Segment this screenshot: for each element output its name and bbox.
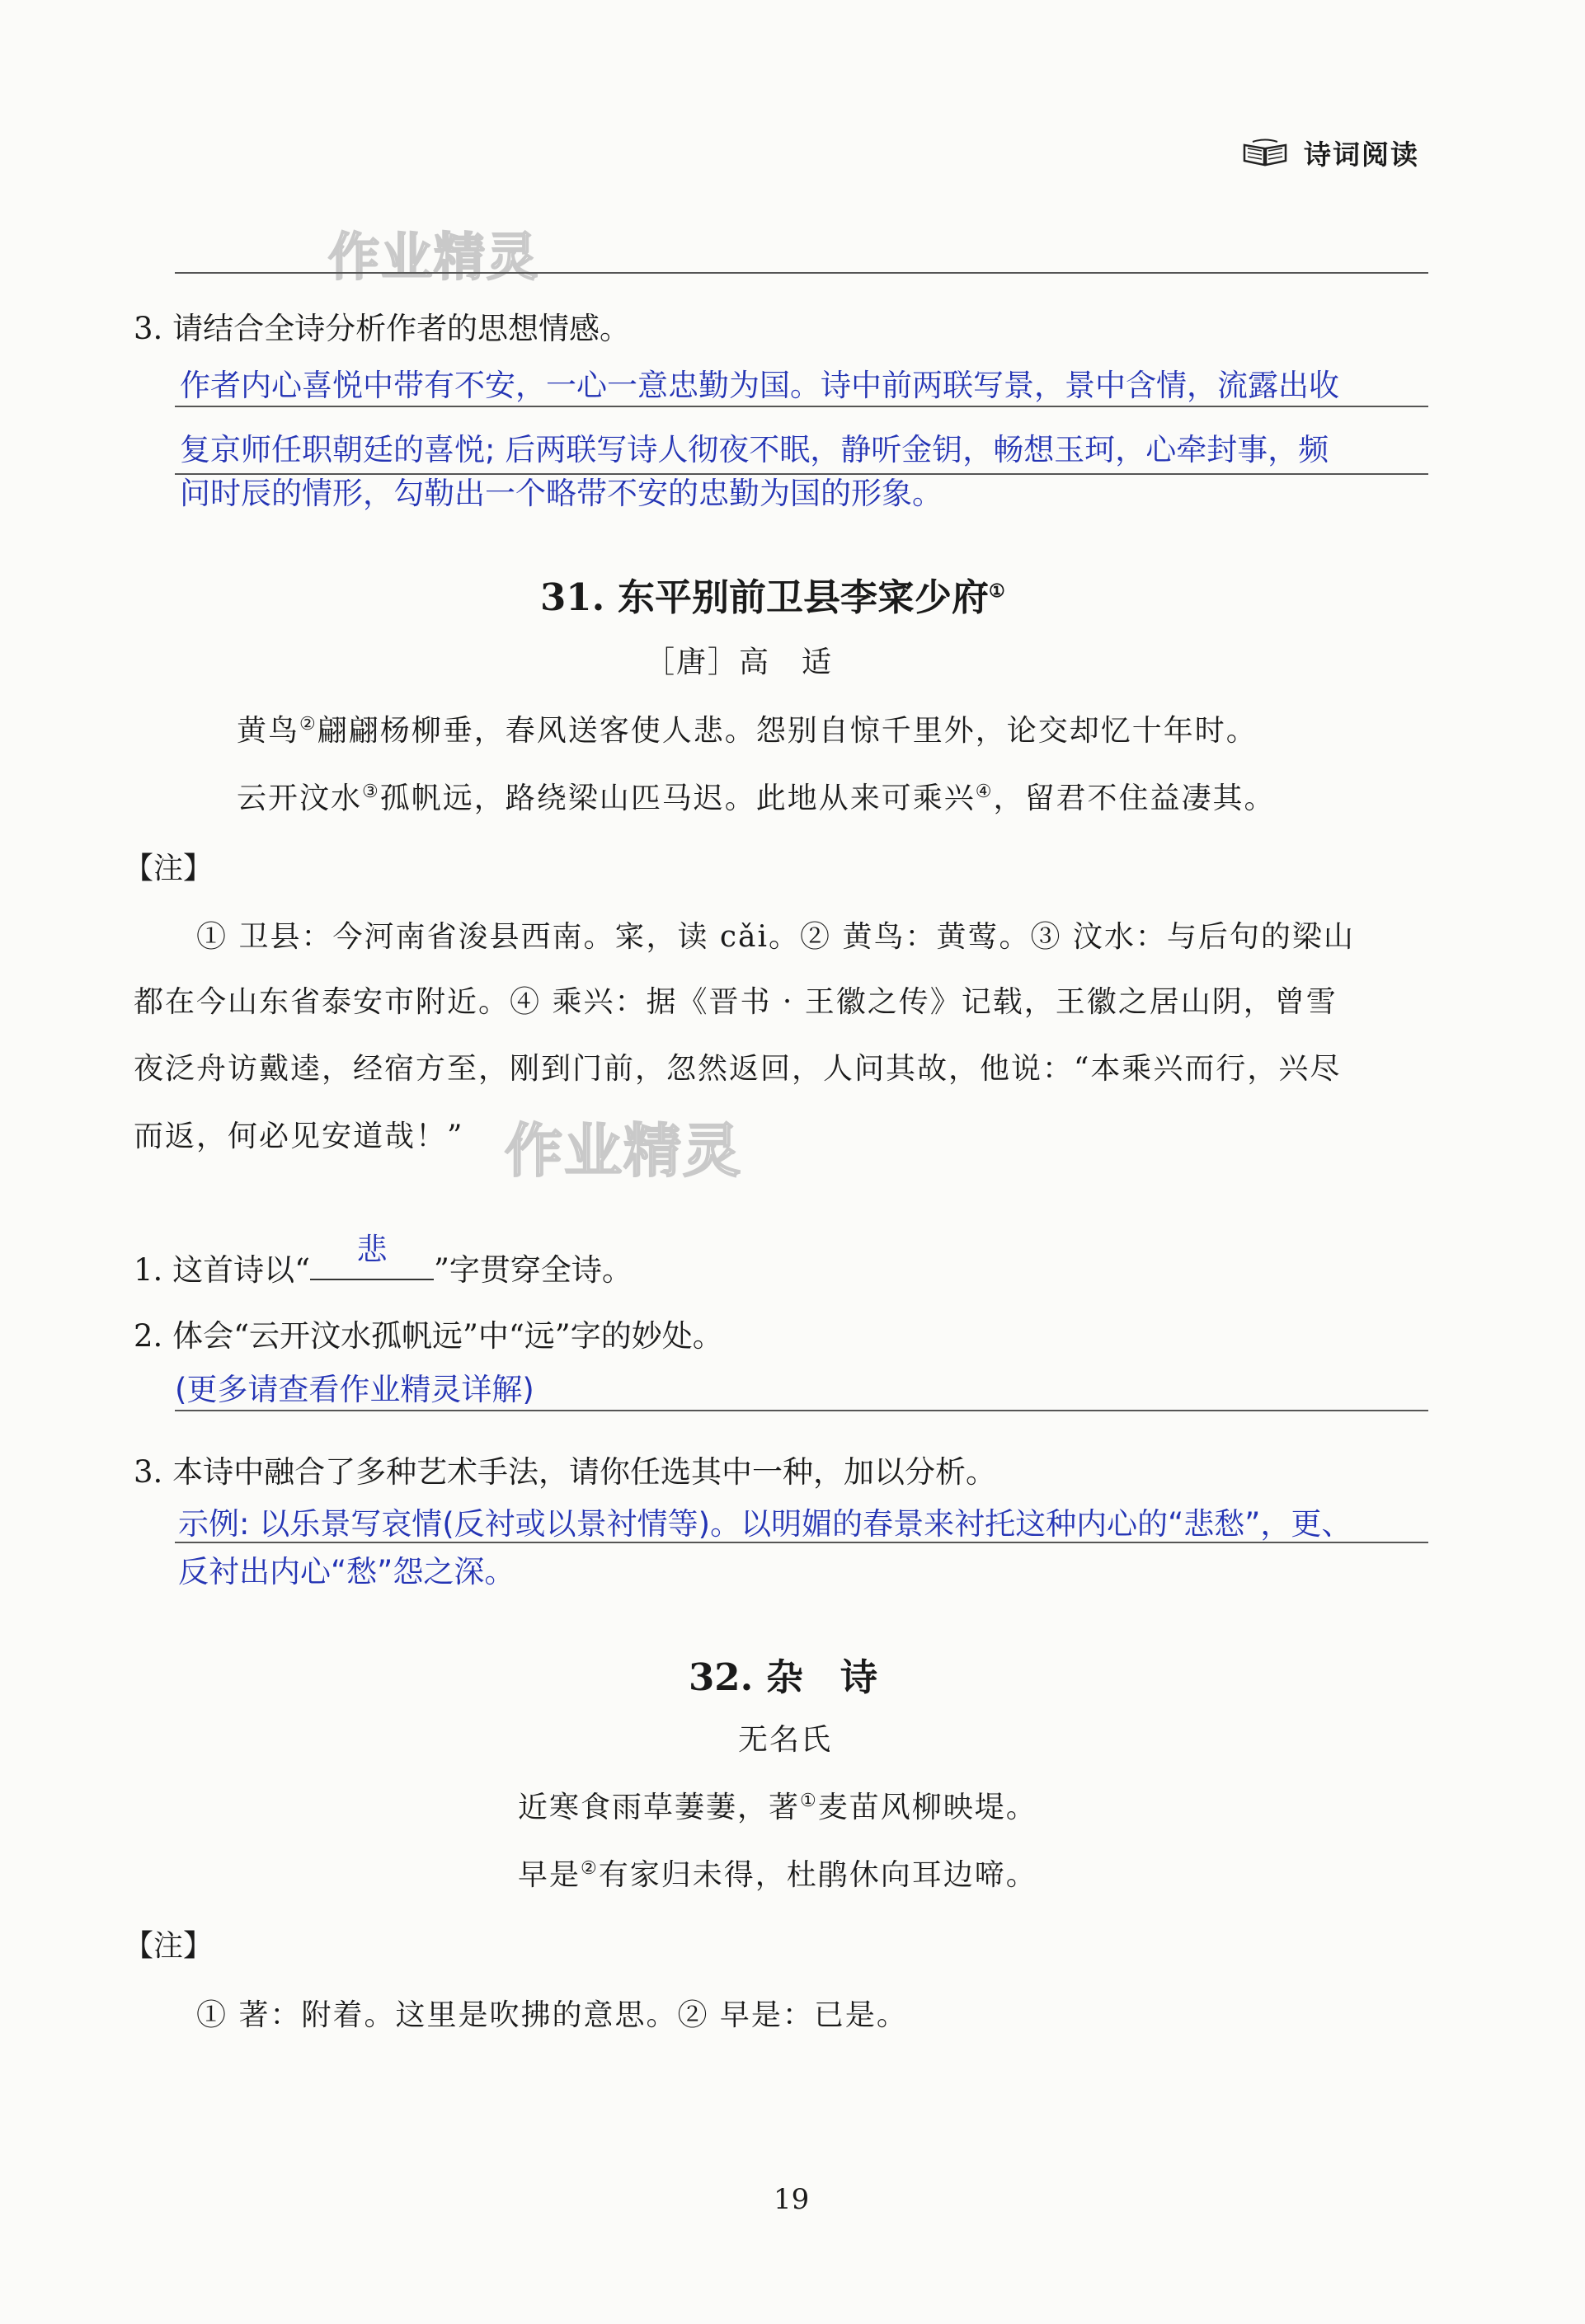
poem-31-line-2: 云开汶水③孤帆远，路绕梁山匹马迟。此地从来可乘兴④，留君不住益凄其。 (237, 782, 1276, 815)
poem-31-line-1: 黄鸟②翩翩杨柳垂，春风送客使人悲。怨别自惊千里外，论交却忆十年时。 (237, 714, 1258, 748)
answer-text: 悲 (356, 1232, 388, 1267)
answer-blank (310, 1232, 434, 1280)
question-1: 1. 这首诗以“ 悲 ”字贯穿全诗。 (134, 1245, 633, 1289)
question-3-label: 3. 请结合全诗分析作者的思想情感。 (134, 311, 631, 346)
poem-31-author: ［唐］高 适 (645, 646, 834, 679)
note-line: 都在今山东省泰安市附近。④ 乘兴：据《晋书 · 王徽之传》记载，王徽之居山阴，曾雪 (134, 985, 1338, 1019)
notes-heading: 【注】 (124, 852, 214, 885)
question-3-label: 3. 本诗中融合了多种艺术手法，请你任选其中一种，加以分析。 (134, 1454, 997, 1490)
note-line: 而返，何必见安道哉！” (134, 1120, 464, 1153)
answer-line-2: 复京师任职朝廷的喜悦; 后两联写诗人彻夜不眠，静听金钥，畅想玉珂，心牵封事，频 (180, 432, 1329, 467)
page-header (1241, 132, 1419, 173)
watermark: 作业精灵 (328, 227, 540, 287)
poem-31-title: 31. 东平别前卫县李寀少府① (540, 575, 1005, 619)
poem-32-title: 32. 杂 诗 (689, 1655, 877, 1699)
answer-line-1: 示例: 以乐景写哀情(反衬或以景衬情等)。以明媚的春景来衬托这种内心的“悲愁”，更、 (178, 1506, 1352, 1542)
answer-line-3: 问时辰的情形，勾勒出一个略带不安的忠勤为国的形象。 (180, 476, 943, 511)
question-2-label: 2. 体会“云开汶水孤帆远”中“远”字的妙处。 (134, 1318, 723, 1354)
watermark: 作业精灵 (505, 1117, 742, 1185)
answer-link-text[interactable]: (更多请查看作业精灵详解) (175, 1372, 534, 1407)
poem-32-line-1: 近寒食雨草萋萋，著①麦苗风柳映堤。 (518, 1791, 1037, 1824)
answer-line-2: 反衬出内心“愁”怨之深。 (178, 1554, 515, 1589)
answer-line (175, 272, 1428, 274)
answer-line (175, 1542, 1428, 1543)
section-title: 诗词阅读 (1304, 138, 1419, 171)
notes-heading: 【注】 (124, 1929, 214, 1963)
open-book-icon (1241, 139, 1289, 167)
answer-line (175, 1410, 1428, 1411)
answer-line (175, 406, 1428, 407)
answer-line-1: 作者内心喜悦中带有不安，一心一意忠勤为国。诗中前两联写景，景中含情，流露出收 (180, 368, 1339, 403)
note-line: ① 著：附着。这里是吹拂的意思。② 早是：已是。 (196, 1998, 908, 2032)
note-line: ① 卫县：今河南省浚县西南。寀，读 cǎi。② 黄鸟：黄莺。③ 汶水：与后句的梁山 (196, 920, 1355, 954)
poem-32-author: 无名氏 (738, 1723, 833, 1757)
note-line: 夜泛舟访戴逵，经宿方至，刚到门前，忽然返回，人问其故，他说：“本乘兴而行，兴尽 (134, 1052, 1342, 1086)
page-number: 19 (774, 2183, 810, 2216)
poem-32-line-2: 早是②有家归未得，杜鹃休向耳边啼。 (518, 1858, 1037, 1892)
